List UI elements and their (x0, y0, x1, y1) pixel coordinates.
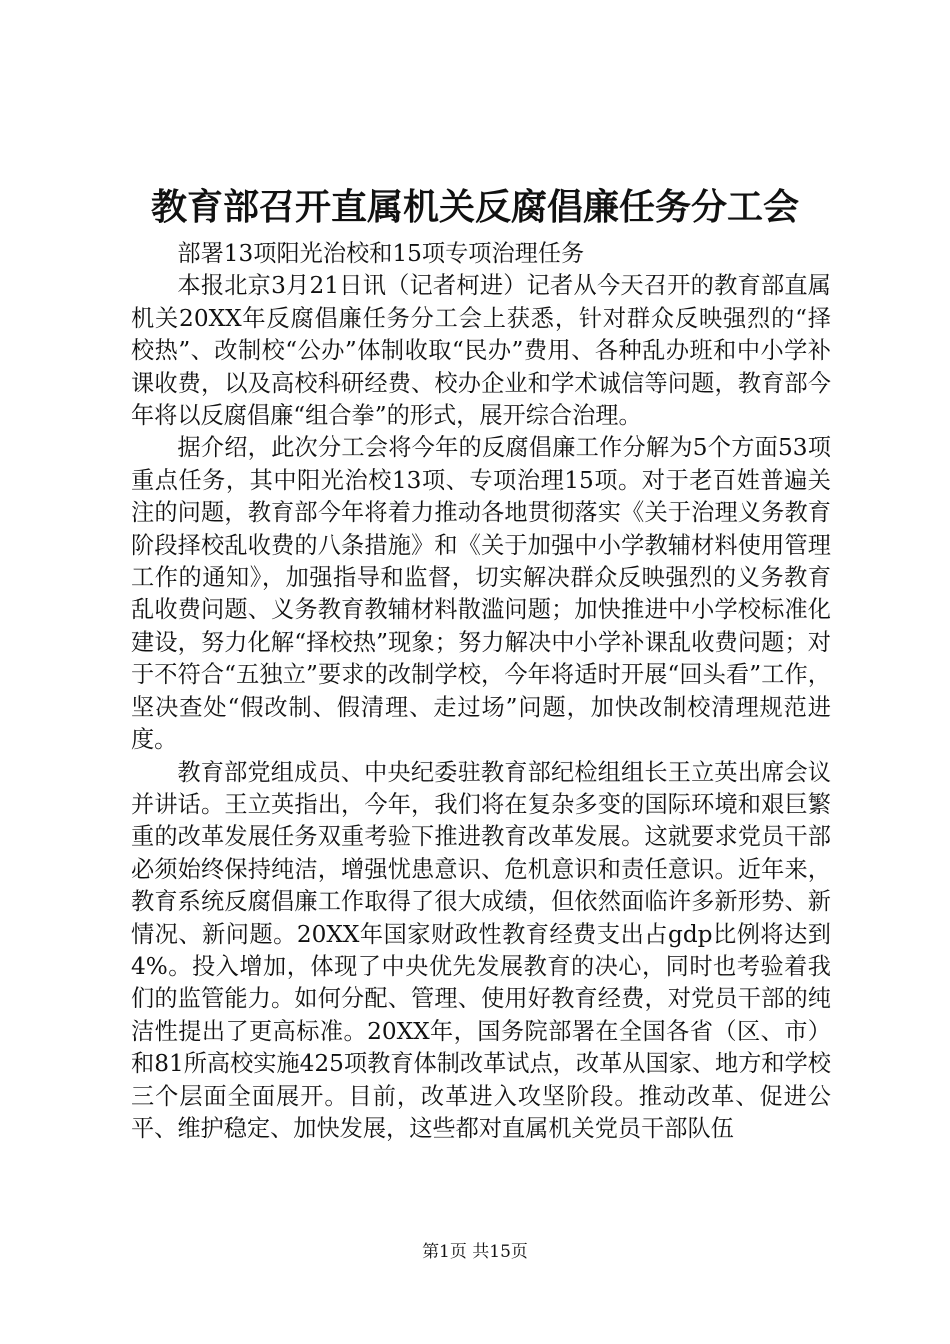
page-total: 共15页 (472, 1242, 528, 1262)
page-footer (0, 1240, 950, 1264)
page-number: 第1页 (422, 1242, 467, 1262)
subtitle-paragraph: 部署13项阳光治校和15项专项治理任务 (177, 240, 585, 267)
body-paragraph-2: 据介绍，此次分工会将今年的反腐倡廉工作分解为5个方面53项重点任务，其中阳光治校13项、专项治理15项。对于老百姓普遍关注的问题，教育部今年将着力推动各地贯彻落实《关于治理义务教育阶段择校乱收费的八条措施》和《关于加强中小学教辅材料使用管理工作的通知》，加强指导和监督，切实解决群众反映强烈的义务教育乱收费问题、义务教育教辅材料散滥问题；加快推进中小学校标准化建设，努力化解“择校热”现象；努力解决中小学补课乱收费问题；对于不符合“五独立”要求的改制学校，今年将适时开展“回头看”工作，坚决查处“假改制、假清理、走过场”问题，加快改制校清理规范进度。 (131, 434, 831, 754)
document-body (131, 238, 831, 1145)
body-paragraph-3: 教育部党组成员、中央纪委驻教育部纪检组组长王立英出席会议并讲话。王立英指出，今年，我们将在复杂多变的国际环境和艰巨繁重的改革发展任务双重考验下推进教育改革发展。这就要求党员干部必须始终保持纯洁，增强忧患意识、危机意识和责任意识。近年来，教育系统反腐倡廉工作取得了很大成绩，但依然面临许多新形势、新情况、新问题。20XX年国家财政性教育经费支出占gdp比例将达到4%。投入增加，体现了中央优先发展教育的决心，同时也考验着我们的监管能力。如何分配、管理、使用好教育经费，对党员干部的纯洁性提出了更高标准。20XX年，国务院部署在全国各省（区、市）和81所高校实施425项教育体制改革试点，改革从国家、地方和学校三个层面全面展开。目前，改革进入攻坚阶段。推动改革、促进公平、维护稳定、加快发展，这些都对直属机关党员干部队伍 (131, 758, 831, 1142)
body-paragraph-1: 本报北京3月21日讯（记者柯进）记者从今天召开的教育部直属机关20XX年反腐倡廉任务分工会上获悉，针对群众反映强烈的“择校热”、改制校“公办”体制收取“民办”费用、各种乱办班和中小学补课收费，以及高校科研经费、校办企业和学术诚信等问题，教育部今年将以反腐倡廉“组合拳”的形式，展开综合治理。 (131, 272, 831, 430)
document-title: 教育部召开直属机关反腐倡廉任务分工会 (150, 187, 799, 228)
